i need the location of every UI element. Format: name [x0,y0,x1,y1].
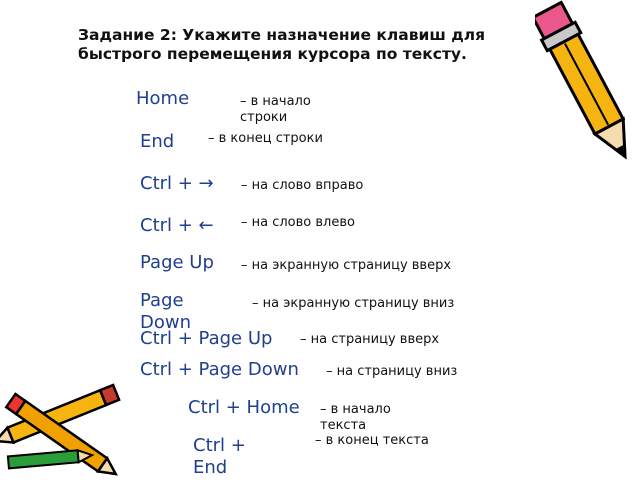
key-ctrl-page-up: Ctrl + Page Up [140,328,273,349]
key-ctrl-left: Ctrl + ← [140,215,214,236]
desc-page-down: – на экранную страницу вниз [252,296,455,311]
key-ctrl-page-down: Ctrl + Page Down [140,359,299,380]
desc-ctrl-page-down: – на страницу вниз [326,364,458,379]
key-home: Home [136,88,190,109]
key-ctrl-end: Ctrl + End [193,435,246,478]
pencils-icon [0,365,135,480]
desc-ctrl-home: – в начало текста [320,402,391,433]
desc-ctrl-left: – на слово влево [241,215,355,230]
key-page-down: Page Down [140,290,192,333]
key-ctrl-home: Ctrl + Home [188,397,300,418]
desc-ctrl-page-up: – на страницу вверх [300,332,440,347]
key-end: End [140,131,175,152]
key-page-up: Page Up [140,252,214,273]
pencil-icon [535,0,640,170]
desc-page-up: – на экранную страницу вверх [241,258,452,273]
key-ctrl-right: Ctrl + → [140,173,214,194]
desc-ctrl-right: – на слово вправо [241,178,364,193]
desc-home: – в начало строки [240,94,311,125]
desc-ctrl-end: – в конец текста [315,433,429,448]
desc-end: – в конец строки [208,131,323,146]
page-title: Задание 2: Укажите назначение клавиш для быстрого перемещения курсора по тексту. [78,26,486,63]
